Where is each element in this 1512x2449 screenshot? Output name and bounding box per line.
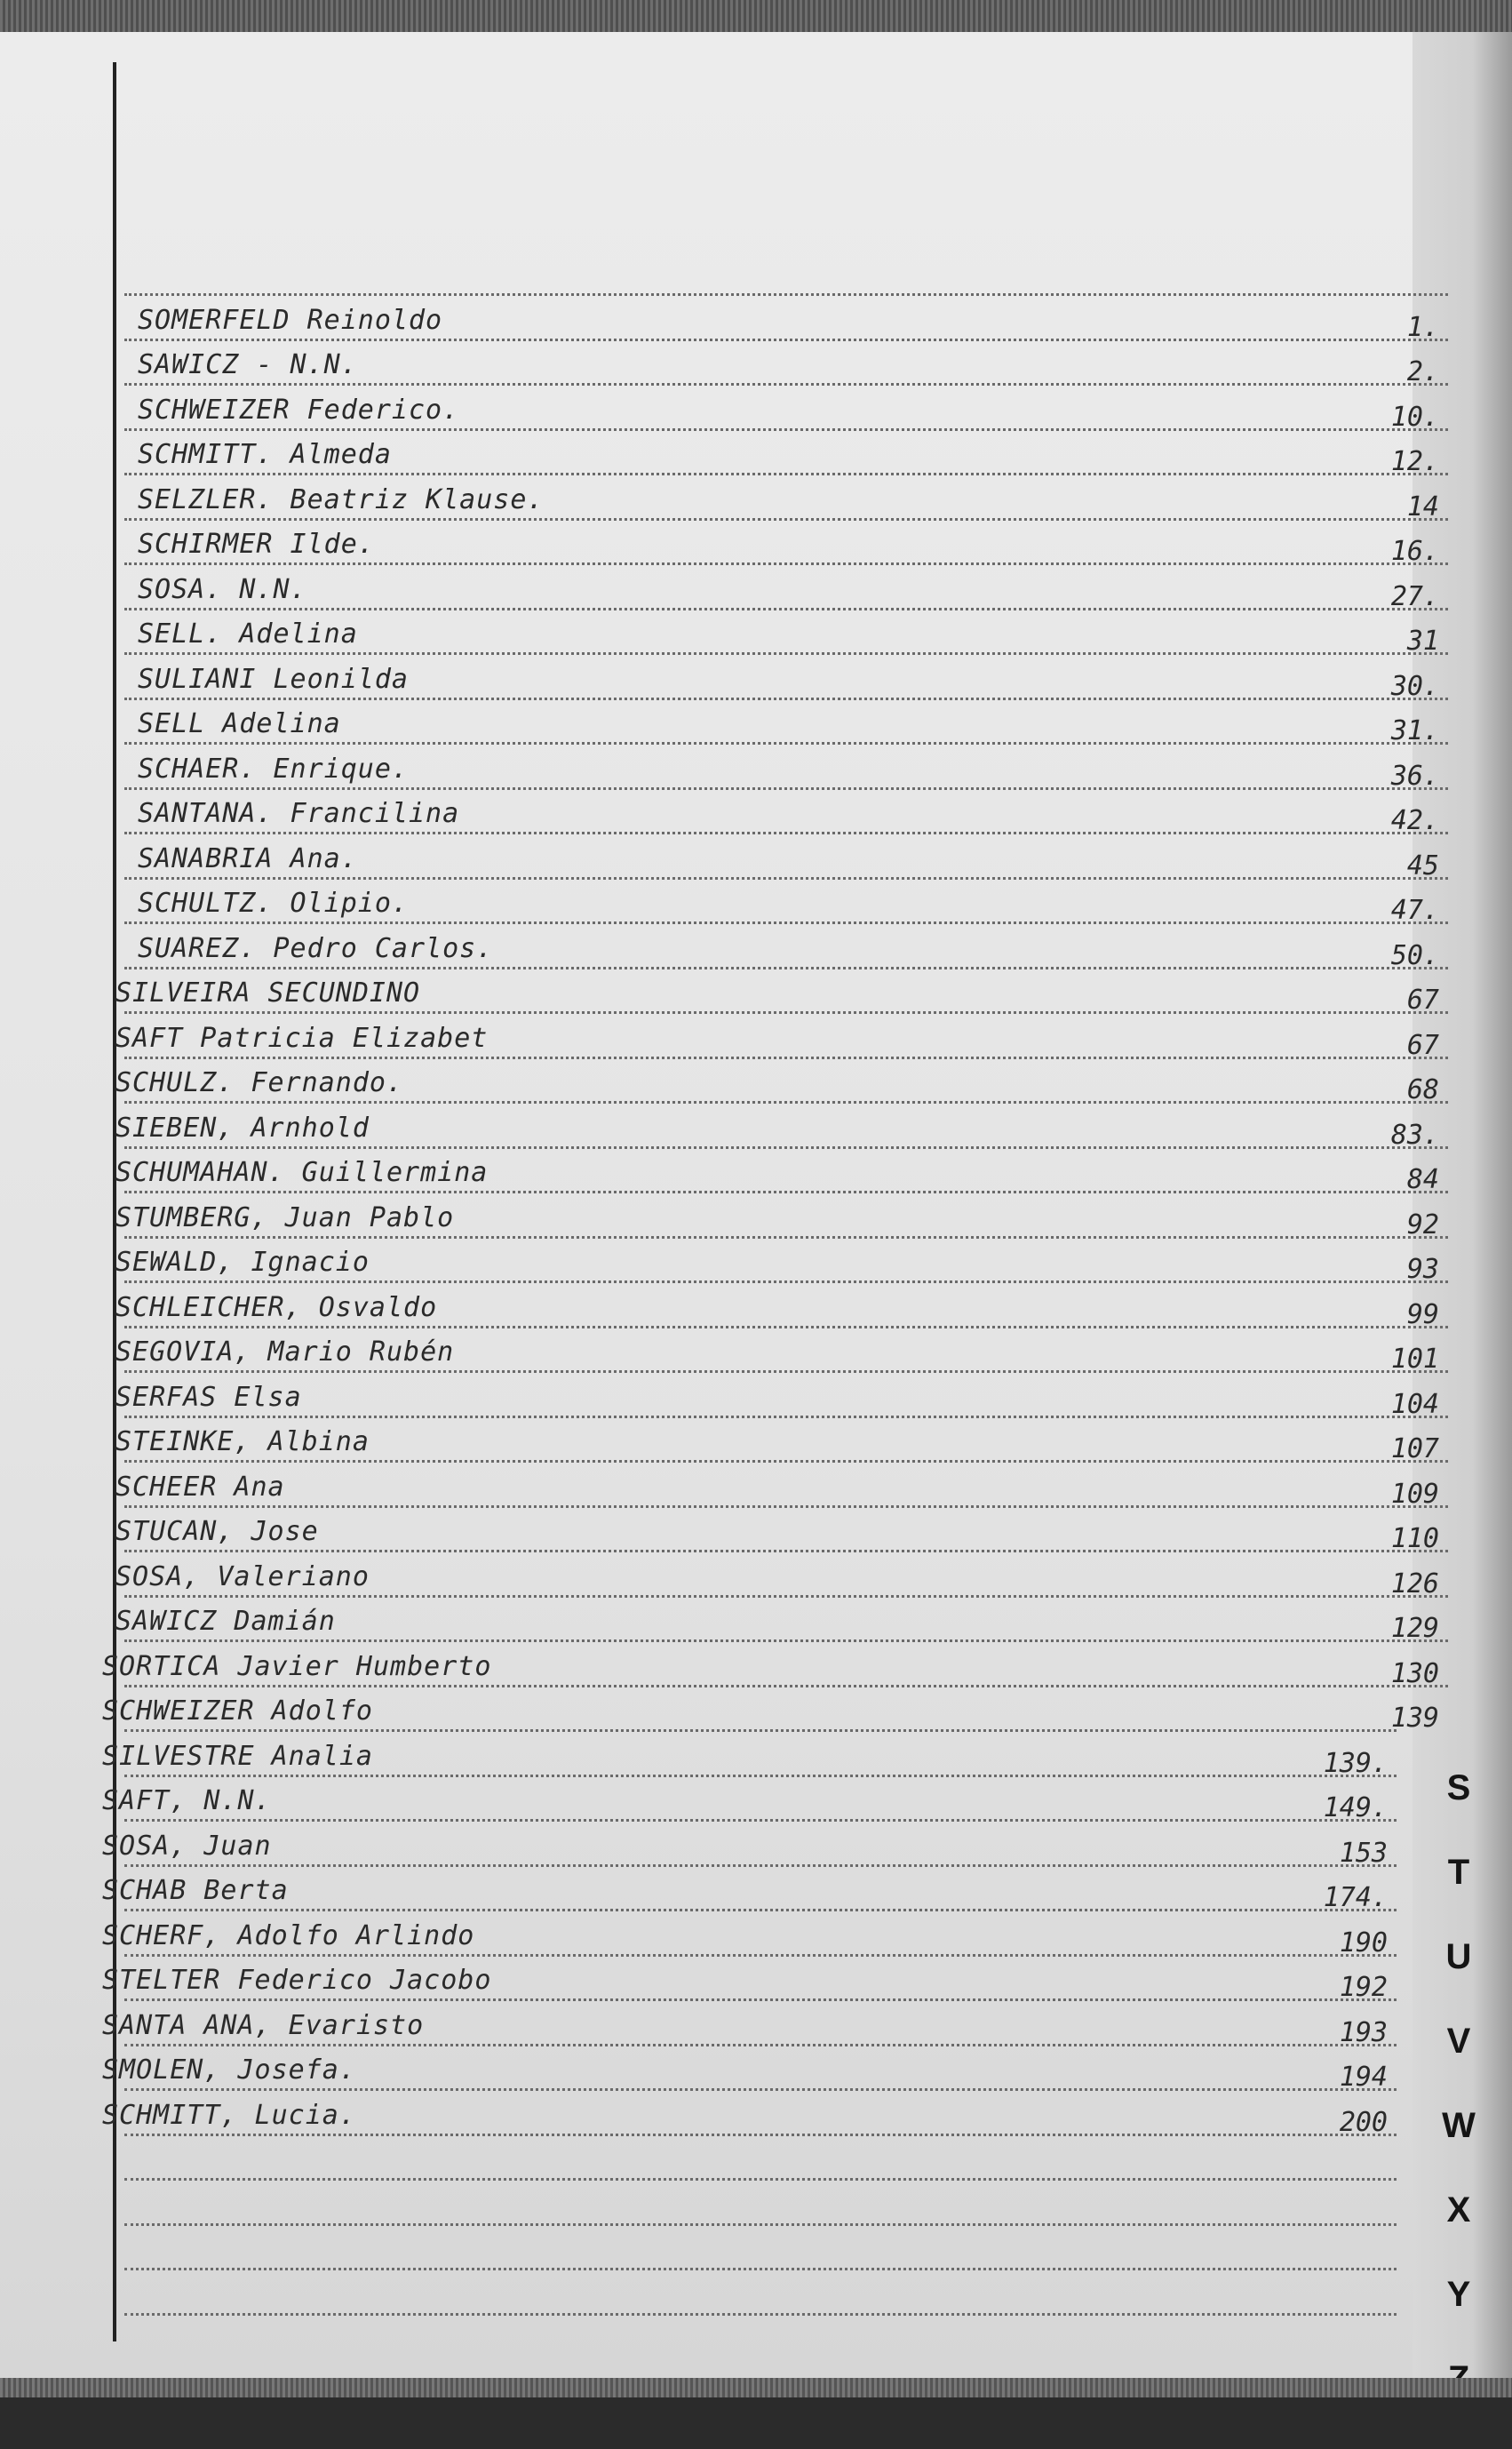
ruled-line: [124, 608, 1448, 610]
ruled-line: [124, 1057, 1448, 1059]
ruled-line: [124, 383, 1448, 386]
entry-name: SCHWEIZER Federico.: [138, 394, 460, 426]
entry-name: SIEBEN, Arnhold: [115, 1112, 370, 1144]
ruled-line: [124, 832, 1448, 834]
entry-name: STEINKE, Albina: [115, 1426, 370, 1457]
ruled-line: [124, 1460, 1448, 1463]
index-tab-s[interactable]: S: [1446, 1768, 1471, 1807]
entry-name: STUCAN, Jose: [115, 1516, 319, 1547]
entry-name: SCHLEICHER, Osvaldo: [115, 1291, 438, 1323]
entry-page-number: 153: [1339, 1837, 1388, 1869]
entry-page-number: 129: [1390, 1613, 1439, 1644]
ruled-line: [124, 1236, 1448, 1239]
ruled-line: [124, 1011, 1448, 1014]
entry-name: SAFT Patricia Elizabet: [115, 1022, 489, 1054]
entry-page-number: 14: [1406, 491, 1439, 523]
entry-name: SEGOVIA, Mario Rubén: [115, 1336, 455, 1368]
entry-page-number: 12.: [1390, 446, 1439, 477]
entry-page-number: 192: [1339, 1972, 1388, 2003]
entry-name: SMOLEN, Josefa.: [102, 2054, 356, 2086]
ruled-line: [124, 1191, 1448, 1193]
entry-name: SCHERF, Adolfo Arlindo: [102, 1919, 475, 1951]
ruled-line: [124, 1775, 1397, 1777]
entry-name: SOSA, Valeriano: [115, 1560, 370, 1592]
footer-bar: [0, 2397, 1512, 2449]
ruled-line: [124, 473, 1448, 475]
ruled-line: [124, 2088, 1397, 2091]
entry-page-number: 67: [1406, 985, 1439, 1016]
entry-name: SCHMITT. Almeda: [138, 439, 392, 470]
entry-name: SCHIRMER Ilde.: [138, 529, 375, 560]
index-tab-u[interactable]: U: [1445, 1937, 1472, 1976]
entry-name: SUAREZ. Pedro Carlos.: [138, 932, 494, 964]
entry-name: SCHAER. Enrique.: [138, 753, 409, 785]
index-tab-w[interactable]: W: [1442, 2106, 1476, 2145]
ruled-line: [124, 1909, 1397, 1911]
entry-page-number: 107: [1390, 1433, 1439, 1464]
entry-page-number: 31: [1406, 626, 1439, 657]
entry-name: SOSA, Juan: [102, 1830, 272, 1862]
ruled-line: [124, 1101, 1448, 1104]
ruled-line: [124, 967, 1448, 969]
ruled-line: [124, 698, 1448, 700]
entry-page-number: 50.: [1390, 939, 1439, 971]
entry-page-number: 130: [1390, 1657, 1439, 1689]
ruled-line: [124, 877, 1448, 880]
index-tab-t[interactable]: T: [1447, 1853, 1470, 1892]
ruled-line: [124, 1326, 1448, 1328]
ruled-line: [124, 2313, 1397, 2316]
entry-name: SELL. Adelina: [138, 618, 358, 650]
ruled-line: [124, 742, 1448, 745]
entry-page-number: 193: [1339, 2016, 1388, 2048]
ruled-line: [124, 339, 1448, 341]
ruled-line: [124, 1954, 1397, 1957]
entry-name: SORTICA Javier Humberto: [102, 1650, 492, 1682]
ruled-line: [124, 1639, 1448, 1642]
ruled-line: [124, 1998, 1397, 2001]
ruled-line: [124, 562, 1448, 565]
entry-page-number: 10.: [1390, 401, 1439, 433]
entry-name: SAFT, N.N.: [102, 1785, 272, 1816]
entry-page-number: 126: [1390, 1568, 1439, 1599]
entry-page-number: 99: [1406, 1298, 1439, 1330]
ruled-line: [124, 2268, 1397, 2270]
entry-page-number: 36.: [1390, 760, 1439, 792]
ruled-line: [124, 518, 1448, 521]
entry-name: SANTANA. Francilina: [138, 798, 460, 829]
ruled-line: [124, 1505, 1448, 1508]
entry-page-number: 93: [1406, 1254, 1439, 1285]
entry-name: SCHUMAHAN. Guillermina: [115, 1157, 489, 1188]
entry-page-number: 194: [1339, 2062, 1388, 2093]
entry-name: SANTA ANA, Evaristo: [102, 2009, 425, 2041]
entry-page-number: 109: [1390, 1478, 1439, 1510]
index-tab-v[interactable]: V: [1446, 2022, 1471, 2061]
entry-name: STELTER Federico Jacobo: [102, 1965, 492, 1996]
entry-page-number: 200: [1339, 2106, 1388, 2138]
entry-page-number: 92: [1406, 1209, 1439, 1240]
bottom-binding: [0, 2378, 1512, 2397]
ruled-line: [124, 1146, 1448, 1149]
entry-name: SOSA. N.N.: [138, 573, 307, 605]
entry-name: SCHWEIZER Adolfo: [102, 1695, 373, 1727]
entry-name: SULIANI Leonilda: [138, 663, 409, 695]
ruled-line: [124, 2134, 1397, 2136]
entry-name: SAWICZ Damián: [115, 1606, 336, 1637]
index-tab-x[interactable]: X: [1446, 2190, 1471, 2230]
ruled-line: [124, 1685, 1448, 1687]
ruled-line: [124, 1280, 1448, 1283]
entry-page-number: 31.: [1390, 715, 1439, 746]
entry-page-number: 149.: [1323, 1792, 1388, 1823]
ruled-line: [124, 652, 1448, 655]
entry-page-number: 83.: [1390, 1119, 1439, 1151]
entry-name: SCHULZ. Fernando.: [115, 1067, 404, 1098]
ruled-line: [124, 1550, 1448, 1552]
entry-page-number: 139: [1390, 1703, 1439, 1734]
entry-name: SANABRIA Ana.: [138, 842, 358, 874]
entry-name: SILVESTRE Analia: [102, 1740, 373, 1772]
top-binding: [0, 0, 1512, 36]
ruled-line: [124, 428, 1448, 431]
entry-name: SCHMITT, Lucia.: [102, 2099, 356, 2131]
entry-page-number: 190: [1339, 1926, 1388, 1958]
entry-name: SOMERFELD Reinoldo: [138, 304, 443, 336]
entry-name: SCHULTZ. Olipio.: [138, 888, 409, 919]
entry-name: SERFAS Elsa: [115, 1381, 302, 1413]
ruled-line: [124, 921, 1448, 924]
entry-page-number: 139.: [1323, 1747, 1388, 1779]
entry-page-number: 42.: [1390, 805, 1439, 836]
ruled-line: [124, 1819, 1397, 1822]
entry-page-number: 1.: [1406, 311, 1439, 343]
entry-page-number: 68: [1406, 1074, 1439, 1105]
index-tab-y[interactable]: Y: [1446, 2275, 1471, 2314]
entry-name: STUMBERG, Juan Pablo: [115, 1201, 455, 1233]
entry-name: SELZLER. Beatriz Klause.: [138, 483, 545, 515]
entry-name: SILVEIRA SECUNDINO: [115, 977, 421, 1009]
entry-name: SCHAB Berta: [102, 1875, 289, 1906]
ruled-line: [124, 1864, 1397, 1867]
ruled-line: [124, 1416, 1448, 1418]
ruled-line: [124, 1370, 1448, 1373]
entry-page-number: 67: [1406, 1029, 1439, 1061]
entry-page-number: 84: [1406, 1164, 1439, 1195]
ruled-line: [124, 1729, 1397, 1732]
entry-name: SAWICZ - N.N.: [138, 349, 358, 380]
entry-page-number: 104: [1390, 1388, 1439, 1420]
ruled-line: [124, 293, 1448, 296]
entry-page-number: 101: [1390, 1344, 1439, 1375]
entry-name: SCHEER Ana: [115, 1471, 285, 1503]
entry-page-number: 174.: [1323, 1882, 1388, 1913]
ruled-line: [124, 2223, 1397, 2226]
ruled-line: [124, 2178, 1397, 2181]
entry-page-number: 27.: [1390, 580, 1439, 612]
entry-page-number: 2.: [1406, 356, 1439, 387]
entry-page-number: 16.: [1390, 536, 1439, 567]
entry-page-number: 30.: [1390, 670, 1439, 702]
ruled-line: [124, 1595, 1448, 1598]
entry-page-number: 110: [1390, 1523, 1439, 1554]
ruled-line: [124, 2044, 1397, 2046]
entry-name: SEWALD, Ignacio: [115, 1247, 370, 1278]
entry-name: SELL Adelina: [138, 708, 341, 739]
entry-page-number: 45: [1406, 850, 1439, 881]
entry-page-number: 47.: [1390, 895, 1439, 926]
ruled-line: [124, 787, 1448, 790]
